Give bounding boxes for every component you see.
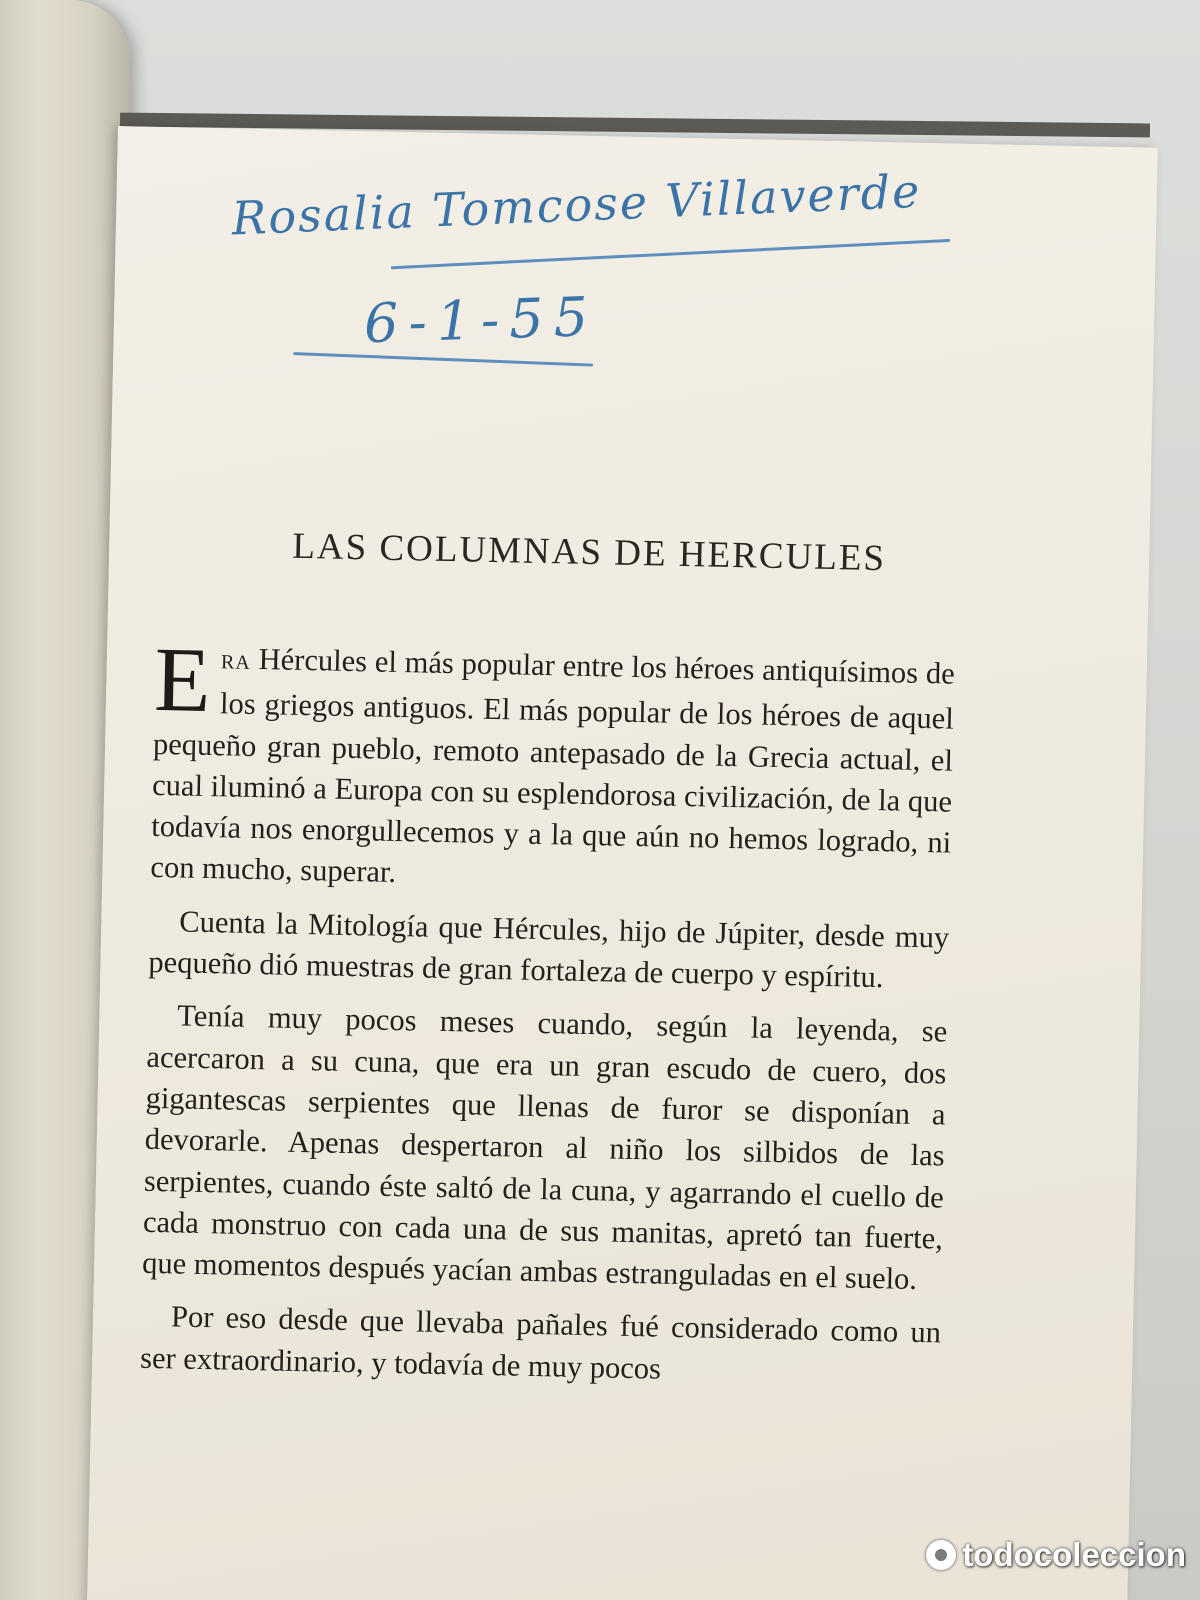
chapter-title: LAS COLUMNAS DE HERCULES (291, 525, 887, 580)
paragraph-1-text: Hércules el más popular entre los héroes antiquísimos de los griegos antiguos. El más popular de los héroes de aquel pequeño gran pueblo, remoto antepasado de la Grecia actual, el cual iluminó a Europa con su esplendorosa civilización, de la que todavía nos enorgullecemos y a la que aún no hemos logrado, ni con mucho, superar. (150, 641, 956, 890)
paragraph-1 (150, 627, 956, 905)
lead-smallcaps: RA (220, 651, 252, 674)
handwritten-date-underline (293, 352, 593, 367)
handwritten-underline (391, 239, 950, 269)
watermark-text: todocoleccion (962, 1536, 1186, 1573)
handwritten-date: 6-1-55 (363, 284, 599, 356)
watermark-logo (926, 1536, 1186, 1574)
drop-cap: E (153, 627, 212, 732)
paragraph-4: Por eso desde que llevaba pañales fué considerado como un ser extraordinario, y todavía de muy pocos (139, 1299, 942, 1386)
paragraph-3: Tenía muy pocos meses cuando, según la leyenda, se acercaron a su cuna, que era un gran escudo de cuero, dos gigantescas serpientes que llenas de furor se disponían a devorarle. Apenas despertaron al niño los silbidos de las serpientes, cuando éste saltó de la cuna, y agarrando el cuello de cada monstruo con cada una de sus manitas, apretó tan fuerte, que momentos después yacían ambas estranguladas en el suelo. (141, 998, 948, 1297)
book-page (87, 126, 1158, 1600)
chapter-body (139, 627, 956, 1408)
watermark-dot-icon (926, 1540, 956, 1570)
paragraph-2: Cuenta la Mitología que Hércules, hijo de Júpiter, desde muy pequeño dió muestras de gran fortaleza de cuerpo y espíritu. (148, 904, 950, 995)
handwritten-name: Rosalia Tomcose Villaverde (230, 163, 923, 246)
